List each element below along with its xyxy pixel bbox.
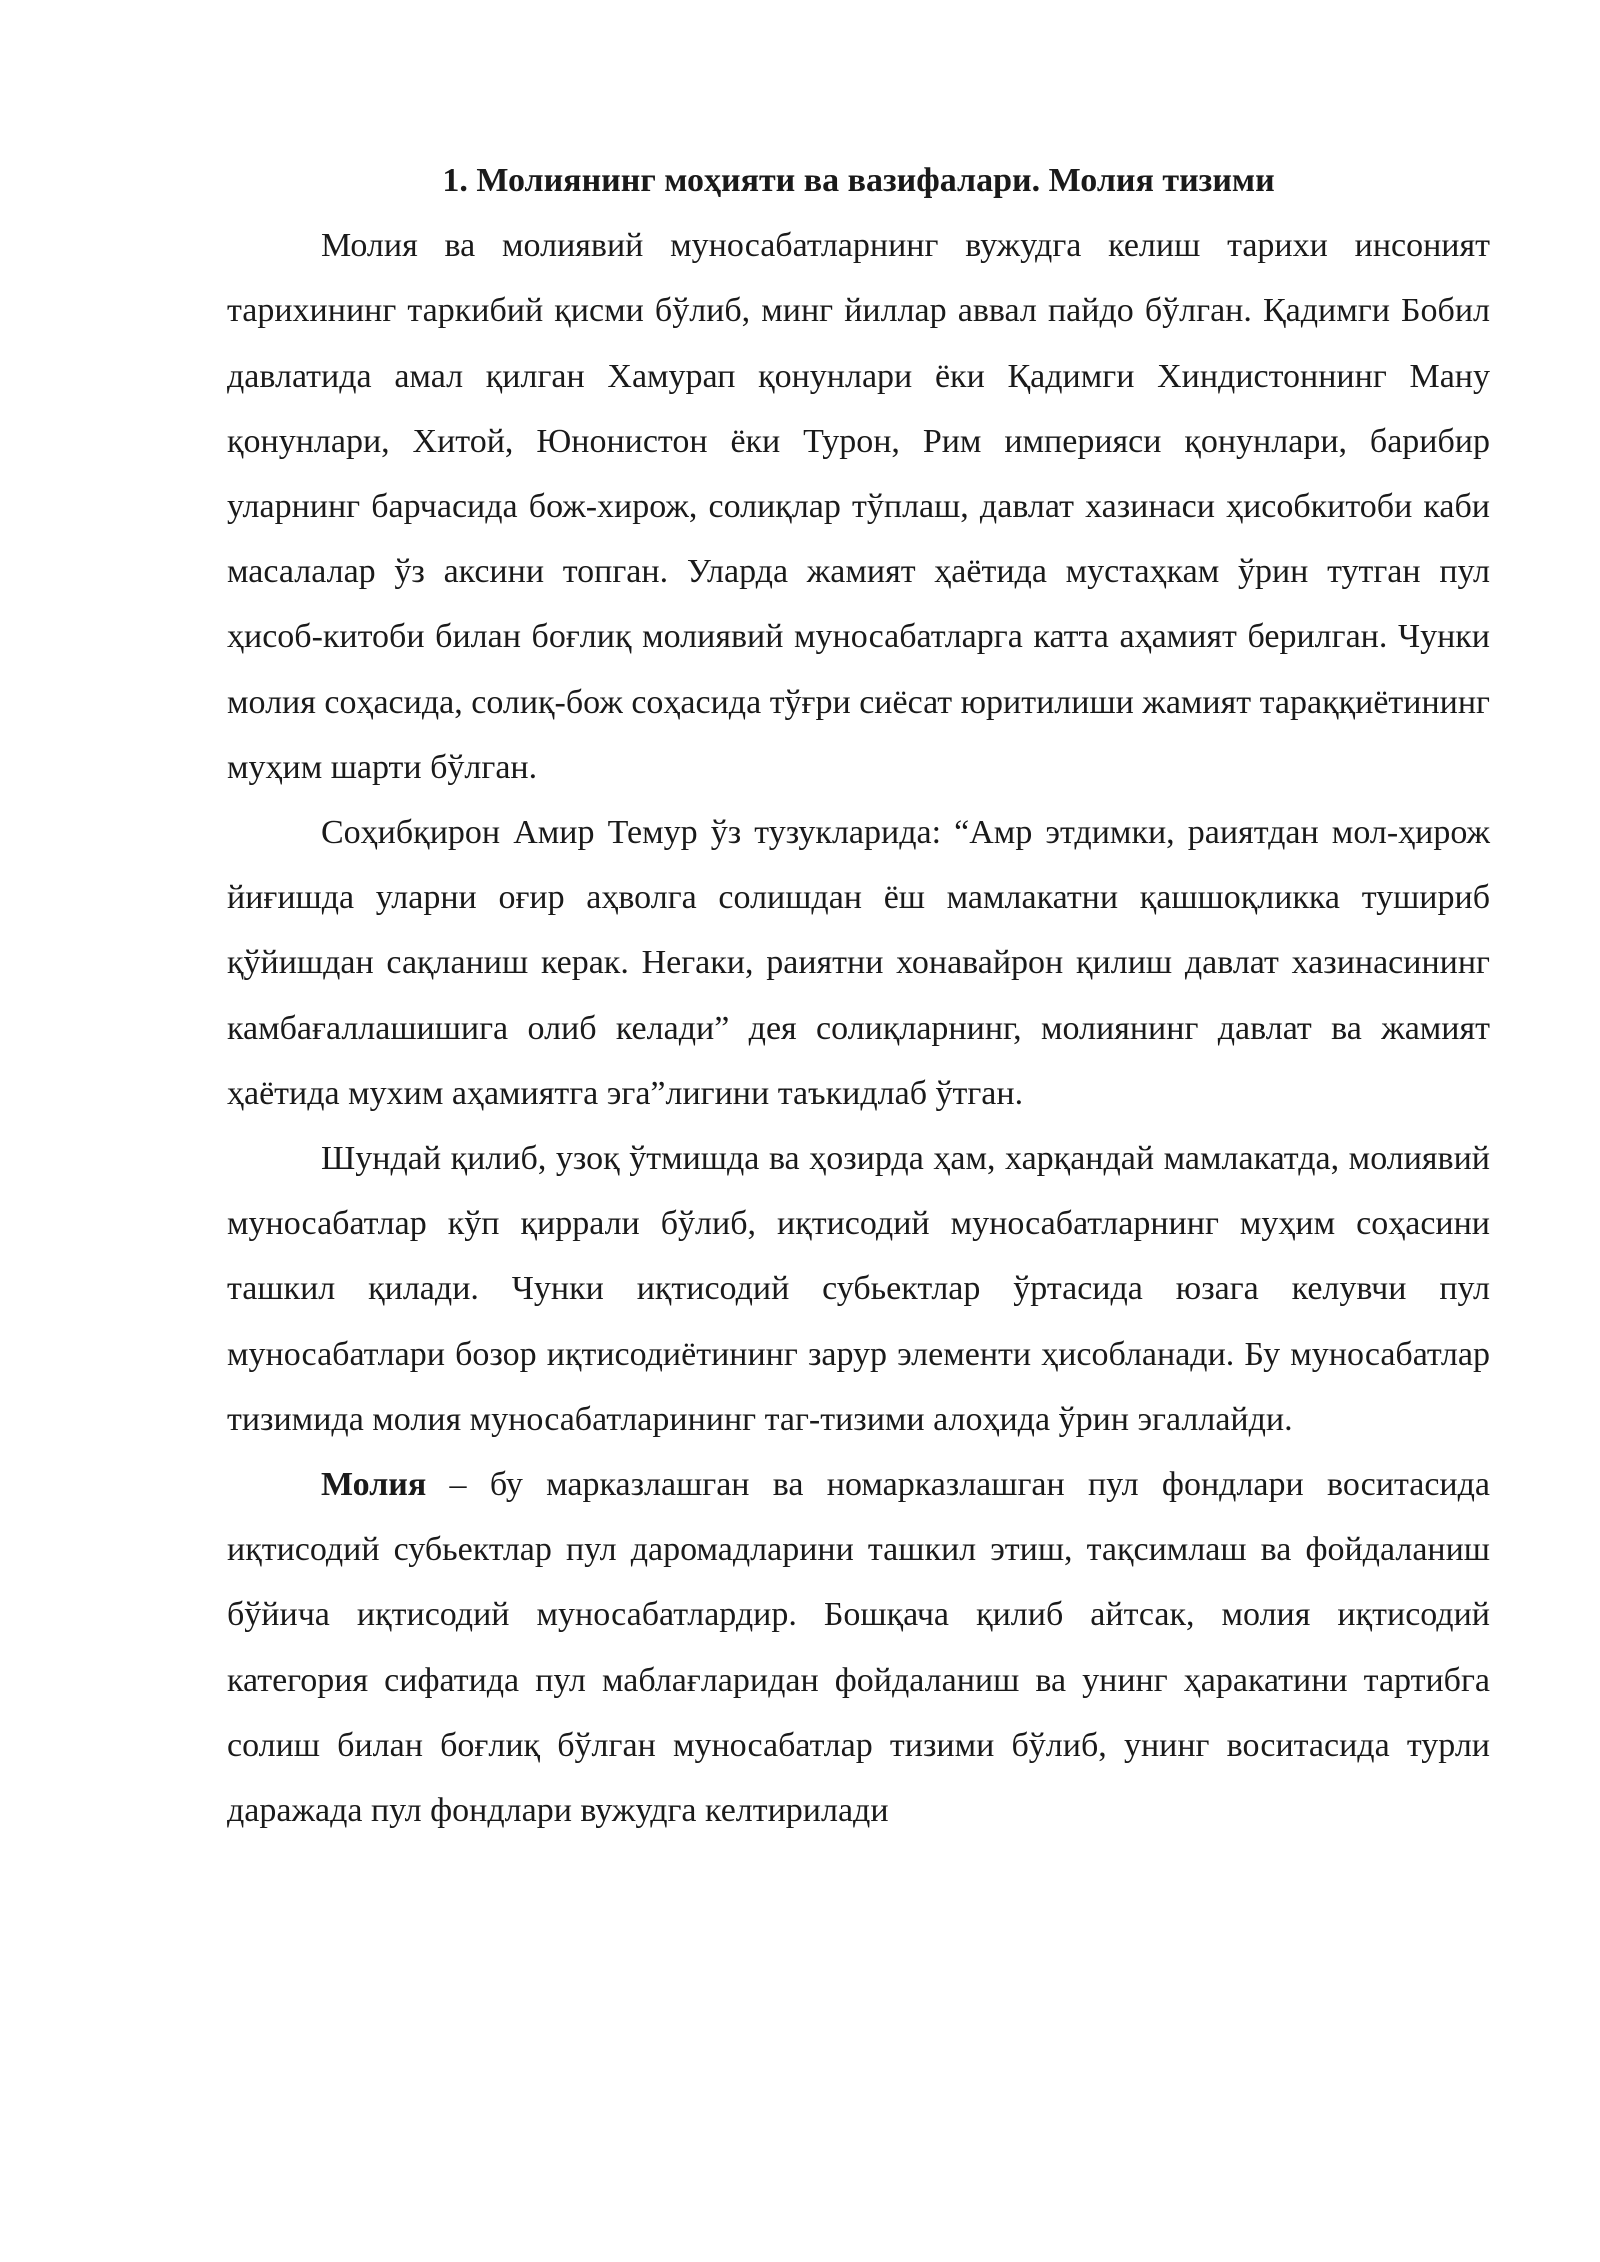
paragraph-amir-temur-quote: Соҳибқирон Амир Темур ўз тузукларида: “Амр этдимки, раиятдан мол-ҳирож йиғишда уларни оғир аҳволга солишдан ёш мамлакатни қашшоқликка тушириб қўйишдан сақланиш керак. Негаки, раиятни хонавайрон қилиш давлат хазинасининг камбағаллашишига олиб келади” дея солиқларнинг, молиянинг давлат ва жамият ҳаётида мухим аҳамиятга эга”лигини таъкидлаб ўтган.: [227, 814, 1490, 1112]
definition-text: – бу марказлашган ва номарказлашган пул фондлари воситасида иқтисодий субьектлар пул даромадларини ташкил этиш, тақсимлаш ва фойдаланиш бўйича иқтисодий муносабатлардир. Бошқача қилиб айтсак, молия иқтисодий категория сифатида пул маблағларидан фойдаланиш ва унинг ҳаракатини тартибга солиш билан боғлиқ бўлган муносабатлар тизими бўлиб, унинг воситасида турли даражада пул фондлари вужудга келтирилади: [227, 1466, 1490, 1830]
definition-term: Молия: [321, 1466, 427, 1504]
paragraph-history: Молия ва молиявий муносабатларнинг вужудга келиш тарихи инсоният тарихининг таркибий қисми бўлиб, минг йиллар аввал пайдо бўлган. Қадимги Бобил давлатида амал қилган Хамурап қонунлари ёки Қадимги Хиндистоннинг Ману қонунлари, Хитой, Юнонистон ёки Турон, Рим империяси қонунлари, барибир уларнинг барчасида бож-хирож, солиқлар тўплаш, давлат хазинаси ҳисобкитоби каби масалалар ўз аксини топган. Уларда жамият ҳаётида мустаҳкам ўрин тутган пул ҳисоб-китоби билан боғлиқ молиявий муносабатларга катта аҳамият берилган. Чунки молия соҳасида, солиқ-бож соҳасида тўғри сиёсат юритилиши жамият тараққиётининг муҳим шарти бўлган.: [227, 227, 1490, 786]
document-page: [227, 148, 1490, 1843]
section-title: 1. Молиянинг моҳияти ва вазифалари. Молия тизими: [442, 162, 1275, 199]
paragraph-financial-relations: Шундай қилиб, узоқ ўтмишда ва ҳозирда ҳам, харқандай мамлакатда, молиявий муносабатлар кўп қиррали бўлиб, иқтисодий муносабатларнинг муҳим соҳасини ташкил қилади. Чунки иқтисодий субьектлар ўртасида юзага келувчи пул муносабатлари бозор иқтисодиётининг зарур элементи ҳисобланади. Бу муносабатлар тизимида молия муносабатларининг таг-тизими алоҳида ўрин эгаллайди.: [227, 1140, 1490, 1438]
paragraph-definition: [227, 1452, 1490, 1843]
